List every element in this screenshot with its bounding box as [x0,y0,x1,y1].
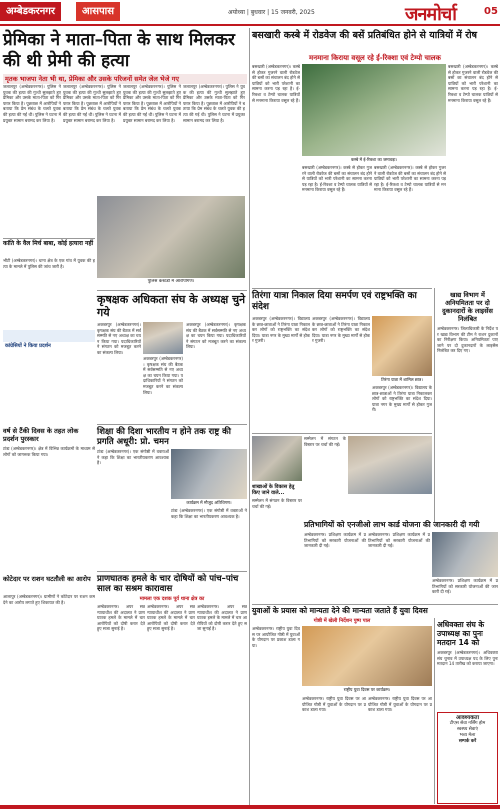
divider [97,571,247,572]
pratibha-body-col2: अम्बेडकरनगर। प्रशिक्षण कार्यक्रम में प्रतिभागियों को सरकारी योजनाओं की जानकारी दी गई। [368,532,430,549]
column-rule [434,288,435,523]
pranghatak-body-col3: अम्बेडकरनगर। अपर सत्र न्यायाधीश की अदालत ने प्राणघातक हमले के मामले में चार आरोपियों को दोषी करार देते हुए सजा सुनाई है। [197,604,247,632]
pratibha-photo-2 [432,532,498,577]
lead-body-col4: जलालपुर (अम्बेडकरनगर)। पुलिस ने युवक की हत्या की गुत्थी सुलझाते हुए प्रेमिका और उसके माता-पिता को गिरफ्तार किया है। पूछताछ में आरोपियों ने बताया कि प्रेम संबंध के चलते युवक की हत्या की गई थी। पुलिस ने घटना में प्रयुक्त सामान बरामद कर लिया है। [183,84,245,123]
yuva-body-col1: अम्बेडकरनगर। राष्ट्रीय युवा दिवस पर आयोजित गोष्ठी में युवाओं के योगदान पर प्रकाश डाला गया। [252,626,300,648]
yuva-photo [302,626,432,686]
krishak-headline: कृषक्षक अधिकता संघ के अध्यक्ष चुने गये [97,293,246,319]
pranghatak-headline: प्राणघातक हमले के चार दोषियों को पांच–पांच साल का सश्रम कारावास [97,574,239,594]
footer-rule [0,805,500,809]
krishak-body-col3: अकबरपुर (अम्बेडकरनगर)। कृषक्षक संघ की बैठक में सर्वसम्मति से नए अध्यक्ष का चयन किया गया। पदाधिकारियों ने संगठन को मजबूत करने का संकल्प लिया। [186,322,246,350]
tiranga-headline: तिरंगा यात्रा निकाल दिया समर्पण एवं राष्ट्रभक्ति का संदेश [252,291,417,312]
tiranga-caption: तिरंगा यात्रा में शामिल छात्र। [381,377,423,382]
shiksha-body-col2: टांडा (अम्बेडकरनगर)। एक संगोष्ठी में वक्ताओं ने कहा कि शिक्षा का भारतीयकरण आवश्यक है। [171,508,247,519]
yuva-headline: युवाओं के प्रयास को मान्यता देने की मान्यता जताते हैं युवा दिवस [252,606,428,615]
column-rule [249,28,250,806]
right-lead-body-col2: बसखारी (अम्बेडकरनगर)। कस्बे से होकर गुजरने वाली रोडवेज की बसों का संचालन बंद होने से यात्रियों को भारी परेशानी का सामना करना पड़ रहा है। ई-रिक्शा व टेम्पो चालक यात्रियों से मनमाना किराया वसूल रहे हैं। [302,165,372,193]
left-headline-2: वर्ष से टैंकी दिवस के तहत लोक प्रदर्शन पुरस्कार [3,427,79,443]
page-number: 05 [484,6,498,17]
tiranga-body-col3: अकबरपुर (अम्बेडकरनगर)। विद्यालय के छात्र-छात्राओं ने तिरंगा यात्रा निकालकर लोगों को राष्ट्रभक्ति का संदेश दिया। यात्रा नगर के मुख्य मार्गों से होकर गुजरी। [372,385,432,413]
divider [252,288,432,289]
divider [97,290,247,291]
khadya-headline: खाद्य विभाग में अनियमितता पर दो दुकानदारों के लाइसेंस निलंबित [442,291,493,323]
divider [3,238,95,239]
right-lead-caption: कस्बे में ई-रिक्शा का जमावड़ा। [350,157,398,162]
section-label: अम्बेडकरनगर [0,2,61,21]
tiranga-body-col1: अकबरपुर (अम्बेडकरनगर)। विद्यालय के छात्र-छात्राओं ने तिरंगा यात्रा निकालकर लोगों को राष्ट्रभक्ति का संदेश दिया। यात्रा नगर के मुख्य मार्गों से होकर गुजरी। [252,316,310,344]
small-photo [252,436,302,481]
divider [252,433,432,434]
shiksha-caption: कार्यक्रम में मौजूद अतिथिगण। [186,500,232,505]
lead-photo [97,196,245,278]
lead-photo-caption: पुलिस कस्टडी में आरोपीगण। [147,279,195,284]
lead-headline: प्रेमिका ने माता–पिता के साथ मिलकर की थी प्रेमी की हत्या [3,30,235,71]
date-line: अयोध्या | बुधवार | 15 जनवरी, 2025 [228,9,315,16]
pratibha-side-body: सम्मेलन में संगठन के विस्तार पर चर्चा की गई। [304,436,346,447]
matdan-body: अकबरपुर (अम्बेडकरनगर)। अधिवक्ता संघ चुनाव में उपाध्यक्ष पद के लिए पुनः मतदान 14 तारीख को कराया जाएगा। [437,650,498,667]
pranghatak-body-col1: अम्बेडकरनगर। अपर सत्र न्यायाधीश की अदालत ने प्राणघातक हमले के मामले में चार आरोपियों को दोषी करार देते हुए सजा सुनाई है। [97,604,145,632]
pratibha-body-col3: अम्बेडकरनगर। प्रशिक्षण कार्यक्रम में प्रतिभागियों को सरकारी योजनाओं की जानकारी दी गई। [432,578,498,595]
pranghatak-body-col2: अम्बेडकरनगर। अपर सत्र न्यायाधीश की अदालत ने प्राणघातक हमले के मामले में चार आरोपियों को दोषी करार देते हुए सजा सुनाई है। [147,604,195,632]
pratibha-headline: प्रतिभागियों को एनजीओ लाभ कार्ड योजना की जानकारी दी गयी [304,520,480,529]
left-highlight-box [3,330,95,349]
lead-body-col2: जलालपुर (अम्बेडकरनगर)। पुलिस ने युवक की हत्या की गुत्थी सुलझाते हुए प्रेमिका और उसके माता-पिता को गिरफ्तार किया है। पूछताछ में आरोपियों ने बताया कि प्रेम संबंध के चलते युवक की हत्या की गई थी। पुलिस ने घटना में प्रयुक्त सामान बरामद कर लिया है। [63,84,121,123]
yuva-body-col2: अम्बेडकरनगर। राष्ट्रीय युवा दिवस पर आयोजित गोष्ठी में युवाओं के योगदान पर प्रकाश डाला गया। [302,696,366,713]
shiksha-photo [171,449,247,499]
left-headline-3: कोटेदार पर राशन घटतौली का आरोप [3,575,91,583]
lead-body-col1: जलालपुर (अम्बेडकरनगर)। पुलिस ने युवक की हत्या की गुत्थी सुलझाते हुए प्रेमिका और उसके माता-पिता को गिरफ्तार किया है। पूछताछ में आरोपियों ने बताया कि प्रेम संबंध के चलते युवक की हत्या की गई थी। पुलिस ने घटना में प्रयुक्त सामान बरामद कर लिया है। [3,84,61,123]
matdan-headline: अधिवक्ता संघ के उपाध्यक्ष का पुनः मतदान 14 को [437,620,485,647]
ad-line: टीएस सेवा नर्सिंग होम [449,721,486,726]
advertisement-box [437,712,498,804]
left-headline-1: कांति के वैल मिर्च बाबा, कोई हत्यारा नहीं [3,240,94,247]
krishak-body-col2: अकबरपुर (अम्बेडकरनगर)। कृषक्षक संघ की बैठक में सर्वसम्मति से नए अध्यक्ष का चयन किया गया। पदाधिकारियों ने संगठन को मजबूत करने का संकल्प लिया। [143,356,183,395]
ad-title: आवश्यकता [456,715,479,721]
shiksha-body-col1: टांडा (अम्बेडकरनगर)। एक संगोष्ठी में वक्ताओं ने कहा कि शिक्षा का भारतीयकरण आवश्यक है। [97,449,169,466]
pratibha-body-col1: अम्बेडकरनगर। प्रशिक्षण कार्यक्रम में प्रतिभागियों को सरकारी योजनाओं की जानकारी दी गई। [304,532,366,549]
page-header [0,0,500,26]
tiranga-body-col2: अकबरपुर (अम्बेडकरनगर)। विद्यालय के छात्र-छात्राओं ने तिरंगा यात्रा निकालकर लोगों को राष्ट्रभक्ति का संदेश दिया। यात्रा नगर के मुख्य मार्गों से होकर गुजरी। [312,316,370,344]
left-body-3: आलापुर (अम्बेडकरनगर)। ग्रामीणों ने कोटेदार पर राशन कम देने का आरोप लगाते हुए शिकायत की है। [3,594,95,605]
right-lead-subhead: मनमाना किराया वसूल रहे ई-रिक्शा एवं टेम्पो चालक [309,54,441,62]
right-lead-body-col4: बसखारी (अम्बेडकरनगर)। कस्बे से होकर गुजरने वाली रोडवेज की बसों का संचालन बंद होने से यात्रियों को भारी परेशानी का सामना करना पड़ रहा है। ई-रिक्शा व टेम्पो चालक यात्रियों से मनमाना किराया वसूल रहे हैं। [448,64,498,103]
divider [97,424,247,425]
lead-subhead: मृतक भाजपा नेता भी था, प्रेमिका और उसके परिजनों समेत जेल भेजे गए [3,74,247,84]
shiksha-headline: शिक्षा की दिशा भारतीय न होने तक राष्ट्र की प्रगति अधूरी: प्रो. चमन [97,427,231,447]
right-lead-body-col3: बसखारी (अम्बेडकरनगर)। कस्बे से होकर गुजरने वाली रोडवेज की बसों का संचालन बंद होने से यात्रियों को भारी परेशानी का सामना करना पड़ रहा है। ई-रिक्शा व टेम्पो चालक यात्रियों से मनमाना किराया वसूल रहे हैं। [374,165,446,193]
shakha-body: सम्मेलन में संगठन के विस्तार पर चर्चा की गई। [252,498,302,509]
khadya-body: अम्बेडकरनगर। जिलाधिकारी के निर्देश पर खाद्य विभाग की टीम ने राशन दुकानों का निरीक्षण किया। अनियमितता पाए जाने पर दो दुकानदारों के लाइसेंस निलंबित कर दिए गए। [437,326,498,354]
shakha-headline: शाखाओं के विकास हेतु किए जाने वाले... [252,484,295,496]
krishak-portrait [143,322,183,354]
yuva-body-col3: अम्बेडकरनगर। राष्ट्रीय युवा दिवस पर आयोजित गोष्ठी में युवाओं के योगदान पर प्रकाश डाला गया। [368,696,432,713]
right-lead-photo [302,64,446,156]
masthead-logo: जनमोर्चा [405,4,456,25]
tiranga-photo [372,316,432,376]
subsection-label: आसपास [76,2,120,21]
krishak-body-col1: अकबरपुर (अम्बेडकरनगर)। कृषक्षक संघ की बैठक में सर्वसम्मति से नए अध्यक्ष का चयन किया गया। पदाधिकारियों ने संगठन को मजबूत करने का संकल्प लिया। [97,322,141,355]
yuva-subhead: गोष्ठी में खेली निर्देशन पुष्प पाल [313,618,371,624]
lead-body-col3: जलालपुर (अम्बेडकरनगर)। पुलिस ने युवक की हत्या की गुत्थी सुलझाते हुए प्रेमिका और उसके माता-पिता को गिरफ्तार किया है। पूछताछ में आरोपियों ने बताया कि प्रेम संबंध के चलते युवक की हत्या की गई थी। पुलिस ने घटना में प्रयुक्त सामान बरामद कर लिया है। [123,84,181,123]
left-body-1: भीटी (अम्बेडकरनगर)। थाना क्षेत्र के एक गांव में युवक की हत्या के मामले में पुलिस की जांच जारी है। [3,258,95,269]
pranghatak-subhead: मामला एक दशक पूर्व थाना क्षेत्र का [139,596,205,602]
column-rule [434,618,435,804]
pratibha-photo [348,436,432,494]
highlight-title: कांग्रेसियों ने किया प्रदर्शन [5,343,51,349]
right-lead-headline: बसखारी कस्बे में रोडवेज की बसें प्रतिबंधित होने से यात्रियों में रोष [252,30,478,41]
ad-contact: सम्पर्क करें [458,739,477,744]
right-lead-body-col1: बसखारी (अम्बेडकरनगर)। कस्बे से होकर गुजरने वाली रोडवेज की बसों का संचालन बंद होने से यात्रियों को भारी परेशानी का सामना करना पड़ रहा है। ई-रिक्शा व टेम्पो चालक यात्रियों से मनमाना किराया वसूल रहे हैं। [252,64,300,103]
ad-line: स्वस्थ्य सेवाएं [457,727,478,732]
yuva-caption: राष्ट्रीय युवा दिवस पर कार्यक्रम। [343,687,391,692]
divider [252,604,498,605]
left-body-2: टांडा (अम्बेडकरनगर)। क्षेत्र में विभिन्न कार्यक्रमों के माध्यम से लोगों को जागरूक किया गया। [3,446,95,457]
ad-line: भव्य मेला [459,733,476,738]
